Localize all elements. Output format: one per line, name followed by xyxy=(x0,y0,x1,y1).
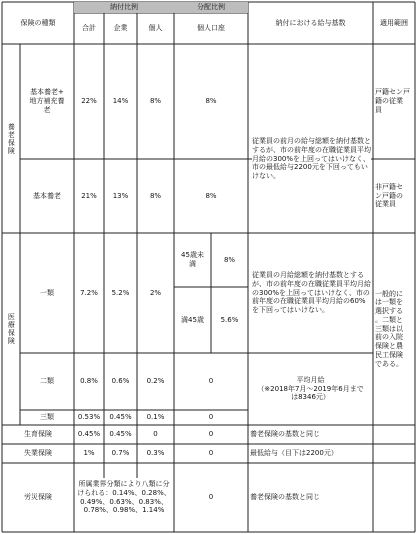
medical-tier1-employer: 5.2% xyxy=(111,288,130,297)
maternity-employer: 0.45% xyxy=(109,430,132,439)
maternity-individual: 0 xyxy=(153,430,158,439)
pension-row1-total: 22% xyxy=(81,97,97,106)
header-scope: 適用範囲 xyxy=(380,18,408,27)
medical-tier2-individual: 0.2% xyxy=(146,377,165,386)
medical-basis-1: 従業員の月給総額を納付基数とするが、市の前年度の在職従業員平均月給の300%を上回ってはいけなく、市の前年度の在職従業員平均月給の60%を下回ってはいけない。 xyxy=(252,271,371,315)
medical-age-over45: 満45歳 xyxy=(181,315,204,324)
injury-rate: 所属業界分類により八類に分けられる：0.14%、0.28%、0.49%、0.63%、0.83%、0.78%、0.98%、1.14% xyxy=(77,480,171,515)
medical-tier2-account: 0 xyxy=(208,377,214,386)
medical-tier1-total: 7.2% xyxy=(80,288,98,297)
unemployment-total: 1% xyxy=(83,449,95,458)
pension-row2-account: 8% xyxy=(205,191,217,200)
header-kind: 保険の種類 xyxy=(20,18,56,27)
maternity-basis: 養老保険の基数と同じ xyxy=(250,430,320,439)
injury-basis: 養老保険の基数と同じ xyxy=(250,493,320,502)
header-employer: 企業 xyxy=(113,24,128,33)
pension-row1-employer: 14% xyxy=(112,97,129,106)
unemployment-account: 0 xyxy=(208,449,214,458)
medical-scope: 一般的に は一類を 選択する 。二類と 三類は以 前の入院 保険と農 民工保険 である。 xyxy=(375,289,403,368)
header-personal-account: 個人口座 xyxy=(197,24,225,33)
medical-group-label: 医療保険 xyxy=(7,313,16,345)
header-basis: 納付における給与基数 xyxy=(275,18,346,27)
header-contrib-ratio: 納付比例 xyxy=(74,2,174,13)
medical-tier3-name: 三類 xyxy=(40,413,54,422)
pension-row2-employer: 13% xyxy=(112,191,129,200)
medical-tier2-total: 0.8% xyxy=(80,377,98,386)
medical-tier1-individual: 2% xyxy=(149,288,162,297)
injury-account: 0 xyxy=(208,493,214,502)
unemployment-employer: 0.7% xyxy=(111,449,130,458)
pension-row1-scope: 戸籍セン戸 籍の従業 員 xyxy=(375,88,410,114)
medical-age-under45: 45歳未 満 xyxy=(181,251,204,268)
pension-group-label: 養老保険 xyxy=(7,122,16,155)
header-alloc-ratio: 分配比例 xyxy=(174,2,248,13)
pension-row2-name: 基本養老 xyxy=(33,191,61,200)
medical-basis-2: 平均月給 （※2018年7月～2019年6月まで は8346元） xyxy=(257,375,364,402)
pension-row1-name: 基本養老+ 地方補充養 老 xyxy=(29,88,65,114)
injury-name: 労災保険 xyxy=(24,493,52,502)
medical-age-over45-pct: 5.6% xyxy=(220,315,239,324)
maternity-account: 0 xyxy=(208,430,214,439)
pension-basis: 従業員の前月の給与総額を納付基数とするが、市の前年度の在職従業員平均月給の300%を上回ってはいけなく、市の最低給与2200元を下回ってもいけない。 xyxy=(252,128,371,190)
pension-row1-account: 8% xyxy=(205,97,217,106)
medical-tier3-employer: 0.45% xyxy=(109,413,132,422)
medical-tier3-total: 0.53% xyxy=(77,413,101,422)
unemployment-individual: 0.3% xyxy=(146,449,165,458)
pension-row2-scope: 非戸籍セ ン戸籍の 従業員 xyxy=(375,182,403,209)
pension-row2-total: 21% xyxy=(81,191,97,200)
medical-tier2-name: 二類 xyxy=(40,377,54,386)
maternity-name: 生育保険 xyxy=(24,430,52,439)
unemployment-name: 失業保険 xyxy=(24,449,52,458)
medical-tier3-individual: 0.1% xyxy=(146,413,165,422)
pension-row2-individual: 8% xyxy=(149,191,162,200)
medical-age-under45-pct: 8% xyxy=(223,255,236,264)
medical-tier2-employer: 0.6% xyxy=(111,377,130,386)
medical-tier3-account: 0 xyxy=(208,413,214,422)
pension-row1-individual: 8% xyxy=(149,97,162,106)
medical-tier1-name: 一類 xyxy=(40,288,54,297)
header-total: 合計 xyxy=(82,24,96,33)
header-individual: 個人 xyxy=(148,24,163,33)
unemployment-basis: 最低給与（目下は2200元） xyxy=(250,449,338,458)
maternity-total: 0.45% xyxy=(77,430,101,439)
